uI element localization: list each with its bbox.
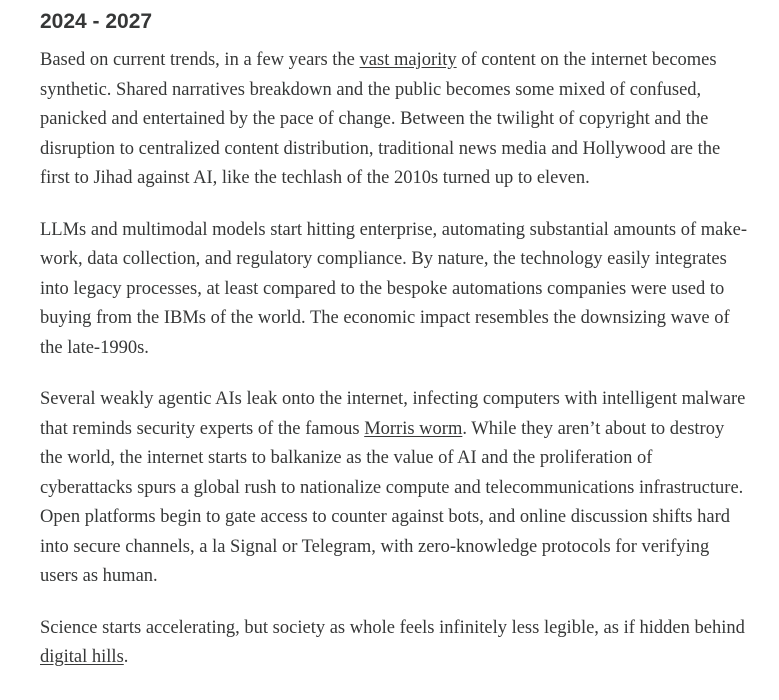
paragraph-text: Several weakly agentic AIs leak onto the internet, infecting computers with intelligent malware that reminds security experts of the famous [40,389,746,439]
link-morris-worm[interactable]: Morris worm [364,418,463,439]
paragraph-text: of content on the internet becomes synthetic. Shared narratives breakdown and the public becomes some mixed of confused, panicked and entertained by the pace of change. Between the twilight of copyright and the disruption to centralized content distribution, traditional news media and Hollywood are the first to Jihad against AI, like the techlash of the 2010s turned up to eleven. [40,50,721,188]
paragraph-text: Science starts accelerating, but society as whole feels infinitely less legible, as if hidden behind [40,617,745,638]
paragraph-enterprise: LLMs and multimodal models start hitting enterprise, automating substantial amounts of make-work, data collection, and regulatory compliance. By nature, the technology easily integrates into legacy processes, at least compared to the bespoke automations companies were used to buying from the IBMs of the world. The economic impact resembles the downsizing wave of the late-1990s. [40,219,747,358]
paragraph-text: Based on current trends, in a few years the [40,50,360,70]
paragraph-science [40,614,749,673]
section-heading: 2024 - 2027 [40,10,153,33]
paragraph-text: . [123,647,129,667]
paragraph-text: . While they aren’t about to destroy the world, the internet starts to balkanize as the value of AI and the proliferation of cyberattacks spurs a global rush to nationalize compute and telecommunications infrastructure. Open platforms begin to gate access to counter against bots, and online discussion shifts hard into secure channels, a la Signal or Telegram, with zero-knowledge protocols for verifying users as human. [40,418,744,586]
paragraph-synthetic-content [40,46,749,194]
link-vast-majority[interactable]: vast majority [359,50,457,70]
link-digital-hills[interactable]: digital hills [40,647,124,667]
paragraph-agentic-ai [40,385,749,592]
